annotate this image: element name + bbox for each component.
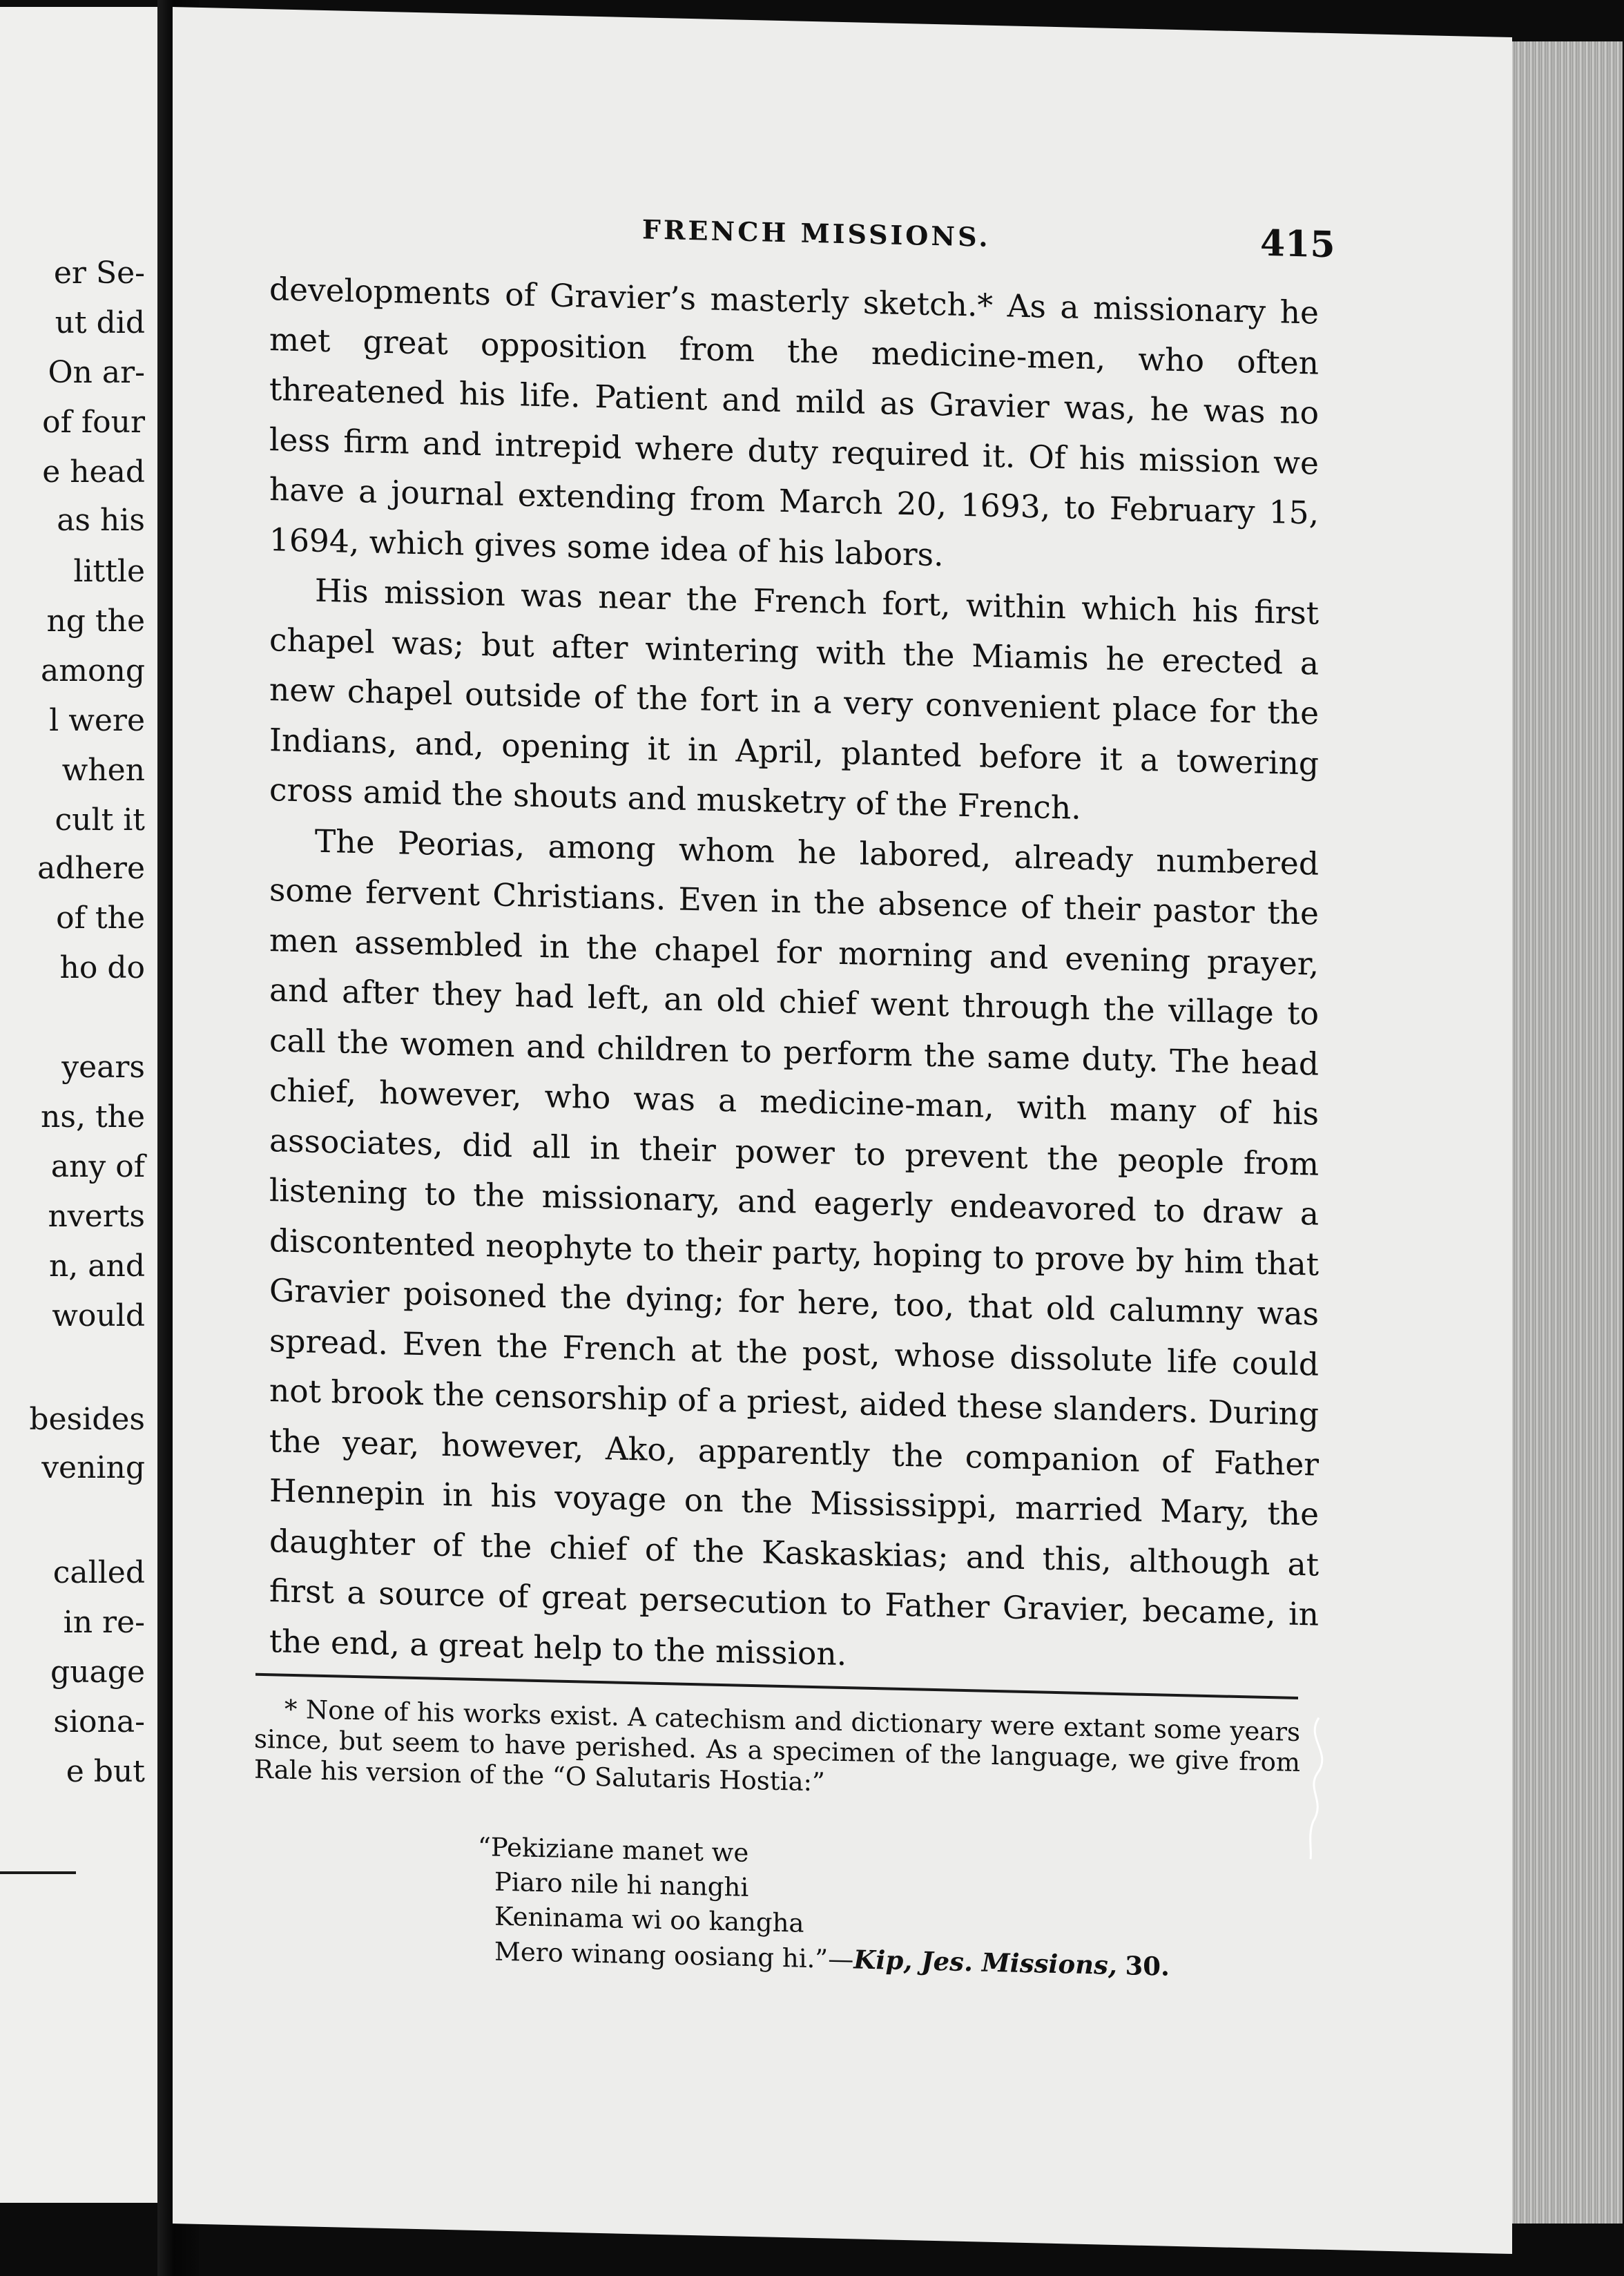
left-page-line: of the (56, 900, 145, 936)
footnote-poem (478, 1830, 1170, 1985)
left-page-line: would (52, 1298, 145, 1333)
left-page-line: of four (42, 405, 145, 440)
footnote (254, 1694, 1300, 1809)
left-page-line: siona- (53, 1704, 145, 1739)
left-page-line: when (61, 753, 145, 788)
left-page-line: ho do (59, 950, 145, 985)
page-415 (173, 7, 1512, 2254)
paragraph-1: developments of Gravier’s masterly sketch.* As a missionary he met great opposition from the medicine-men, who often threatened his life. Patient and mild as Gravier was, he was no less firm and intrepid where duty required it. Of his mission we have a journal extending from March 20, 1693, to February 15, 1694, which gives some idea of his labors. (269, 271, 1319, 573)
left-page-line: any of (50, 1149, 145, 1184)
left-page-line: ns, the (41, 1099, 145, 1135)
facing-page-left (0, 7, 157, 2203)
left-page-line: as his (57, 503, 145, 538)
page-number: 415 (1260, 222, 1335, 267)
left-page-line: in re- (63, 1605, 145, 1640)
left-page-line: nverts (48, 1199, 145, 1234)
left-page-line: besides (29, 1402, 145, 1437)
poem-line-4-text: Mero winang oosiang hi.”— (494, 1936, 854, 1975)
left-page-footnote-rule (0, 1871, 76, 1874)
left-page-line: cult it (55, 802, 145, 838)
left-page-line: ut did (55, 305, 145, 340)
body-text (269, 264, 1319, 1690)
left-page-line: years (61, 1050, 145, 1085)
paragraph-3: The Peorias, among whom he labored, already numbered some fervent Christians. Even in the absence of their pastor the men assembled in the chapel for morning and evening prayer, and after they had left, an old chief went through the village to call the women and children to perform the same duty. The head chief, however, who was a medicine-man, with many of his associates, did all in their power to prevent the people from listening to the missionary, and eagerly endeavored to draw a discontented neophyte to their party, hoping to prove by him that Gravier poisoned the dying; for here, too, that old calumny was spread. Even the French at the post, whose dissolute life could not brook the censorship of a priest, aided these slanders. During the year, however, Ako, apparently the companion of Father Hennepin in his voyage on the Mississippi, married Mary, the daughter of the chief of the Kaskaskias; and this, although at first a source of great persecution to Father Gravier, became, in the end, a great help to the mission. (269, 822, 1319, 1672)
left-page-line: On ar- (48, 355, 145, 390)
pencil-margin-mark (1298, 1710, 1340, 1863)
left-page-line: e but (66, 1754, 145, 1789)
citation-page: 30. (1125, 1950, 1170, 1982)
running-title: FRENCH MISSIONS. (642, 213, 991, 253)
left-page-line: n, and (48, 1248, 145, 1284)
left-page-line: called (52, 1555, 145, 1590)
left-page-line: ng the (46, 604, 145, 639)
left-page-line: guage (50, 1655, 145, 1690)
footnote-text: * None of his works exist. A catechism and dictionary were extant some years since, but seem to have perished. As a specimen of the language, we give from Rale his version of the “O Salutaris Hostia:” (254, 1694, 1300, 1797)
citation: Kip, Jes. Missions, (853, 1944, 1117, 1981)
left-page-line: among (41, 653, 145, 688)
left-page-line: adhere (37, 851, 145, 886)
poem-line-2: Piaro nile hi nanghi (494, 1867, 749, 1902)
left-page-line: e head (42, 454, 145, 490)
left-page-line: vening (41, 1450, 145, 1485)
left-page-line: l were (49, 703, 145, 738)
left-page-line: er Se- (53, 255, 145, 291)
left-page-line: little (73, 554, 145, 589)
poem-line-3: Keninama wi oo kangha (494, 1901, 804, 1938)
paragraph-2: His mission was near the French fort, within which his first chapel was; but after wintering with the Miamis he erected a new chapel outside of the fort in a very convenient place for the Indians, and, opening it in April, planted before it a towering cross amid the shouts and musketry of the French. (269, 572, 1319, 827)
poem-line-1: “Pekiziane manet we (478, 1832, 749, 1868)
